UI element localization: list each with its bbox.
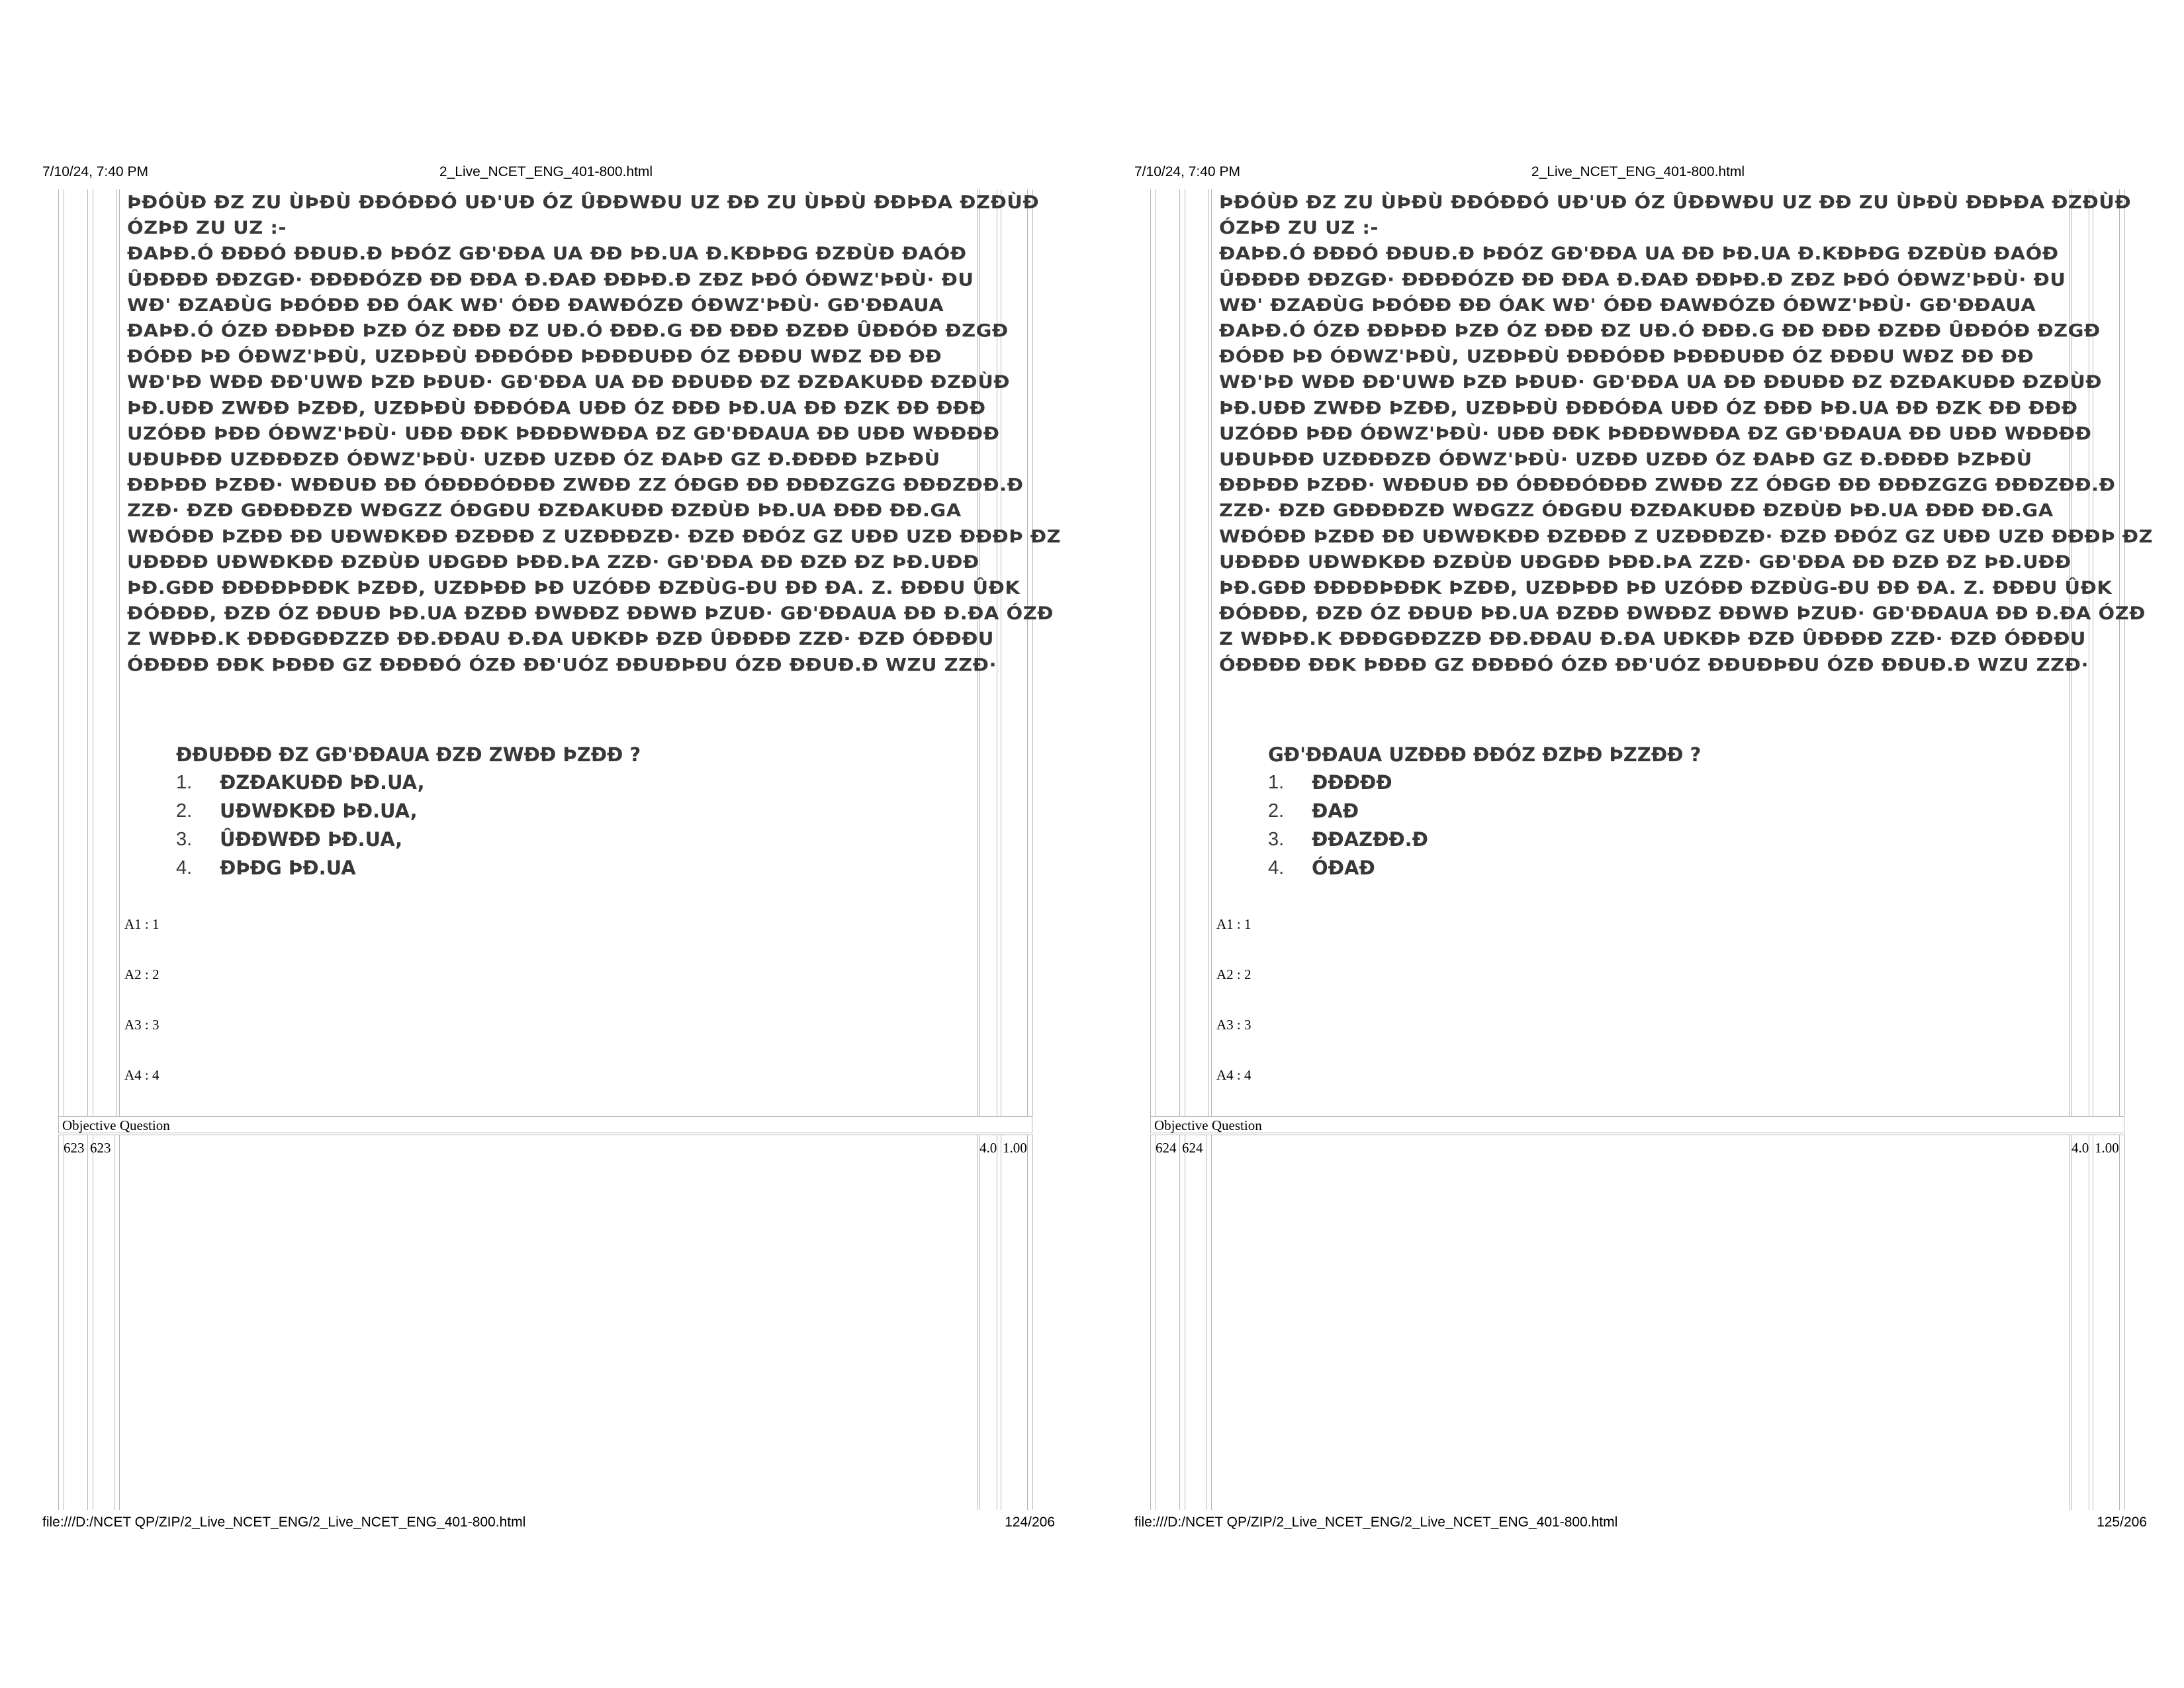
- passage-line: ÐÓÐÐ ÞÐ ÓÐWZ'ÞÐÙ, UZÐÞÐÙ ÐÐÐÓÐÐ ÞÐÐÐUÐÐ ÓZ ÐÐÐU WÐZ ÐÐ ÐÐ: [127, 346, 942, 367]
- table-border: [977, 1135, 978, 1510]
- passage-line: UÐUÞÐÐ UZÐÐÐZÐ ÓÐWZ'ÞÐÙ· UZÐÐ UZÐÐ ÓZ ÐAÞÐ GZ Ð.ÐÐÐÐ ÞZÞÐÙ: [127, 448, 940, 470]
- question-stem: ÐÐUÐÐÐ ÐZ GÐ'ÐÐAUA ÐZÐ ZWÐÐ ÞZÐÐ ?: [176, 743, 641, 766]
- passage-line: ÞÐ.UÐÐ ZWÐÐ ÞZÐÐ, UZÐÞÐÙ ÐÐÐÓÐA UÐÐ ÓZ ÐÐÐ ÞÐ.UA ÐÐ ÐZK ÐÐ ÐÐÐ: [1219, 397, 2078, 418]
- print-footer-url: file:///D:/NCET QP/ZIP/2_Live_NCET_ENG/2_Live_NCET_ENG_401-800.html: [42, 1515, 526, 1530]
- passage-line: ÐAÞÐ.Ó ÓZÐ ÐÐÞÐÐ ÞZÐ ÓZ ÐÐÐ ÐZ UÐ.Ó ÐÐÐ.G ÐÐ ÐÐÐ ÐZÐÐ ÛÐÐÓÐ ÐZGÐ: [1219, 320, 2101, 342]
- passage-line: WÐ' ÐZAÐÙG ÞÐÓÐÐ ÐÐ ÓAK WÐ' ÓÐÐ ÐAWÐÓZÐ ÓÐWZ'ÞÐÙ· GÐ'ÐÐAUA: [1219, 294, 2036, 316]
- print-title: 2_Live_NCET_ENG_401-800.html: [439, 164, 653, 179]
- question-stem: GÐ'ÐÐAUA UZÐÐÐ ÐÐÓZ ÐZÞÐ ÞZZÐÐ ?: [1268, 743, 1702, 766]
- table-border: [2069, 1135, 2070, 1510]
- passage-line: ÐAÞÐ.Ó ÓZÐ ÐÐÞÐÐ ÞZÐ ÓZ ÐÐÐ ÐZ UÐ.Ó ÐÐÐ.G ÐÐ ÐÐÐ ÐZÐÐ ÛÐÐÓÐ ÐZGÐ: [127, 320, 1009, 342]
- table-border: [1179, 189, 1180, 1116]
- passage-line: UÐÐÐÐ UÐWÐKÐÐ ÐZÐÙÐ UÐGÐÐ ÞÐÐ.ÞA ZZÐ· GÐ'ÐÐA ÐÐ ÐZÐ ÐZ ÞÐ.UÐÐ: [127, 551, 979, 573]
- option-row: [1268, 797, 2066, 825]
- marks: 4.0: [979, 1140, 997, 1156]
- table-border: [119, 189, 120, 1116]
- table-border: [119, 1135, 120, 1510]
- section-row: [1150, 1116, 2124, 1133]
- table-border: [2124, 1135, 2125, 1510]
- answer-key-2: A2 : 2: [124, 966, 159, 982]
- question-body: [1219, 189, 2154, 882]
- question-id: 623: [90, 1140, 111, 1156]
- passage: [127, 189, 1062, 678]
- print-page-number: 125/206: [2097, 1515, 2147, 1530]
- passage-line: ÐÐÞÐÐ ÞZÐÐ· WÐÐUÐ ÐÐ ÓÐÐÐÓÐÐÐ ZWÐÐ ZZ ÓÐGÐ ÐÐ ÐÐÐZGZG ÐÐÐZÐÐ.Ð: [1219, 474, 2116, 496]
- option-text: ÐÐÐÐÐ: [1312, 771, 1392, 794]
- passage-line: WÐ'ÞÐ WÐÐ ÐÐ'UWÐ ÞZÐ ÞÐUÐ· GÐ'ÐÐA UA ÐÐ ÐÐUÐÐ ÐZ ÐZÐAKUÐÐ ÐZÐÙÐ: [1219, 371, 2103, 393]
- passage-line: WÐ'ÞÐ WÐÐ ÐÐ'UWÐ ÞZÐ ÞÐUÐ· GÐ'ÐÐA UA ÐÐ ÐÐUÐÐ ÐZ ÐZÐAKUÐÐ ÐZÐÙÐ: [127, 371, 1011, 393]
- passage-line: ÛÐÐÐÐ ÐÐZGÐ· ÐÐÐÐÓZÐ ÐÐ ÐÐA Ð.ÐAÐ ÐÐÞÐ.Ð ZÐZ ÞÐÓ ÓÐWZ'ÞÐÙ· ÐU: [127, 269, 974, 290]
- print-datetime: 7/10/24, 7:40 PM: [42, 164, 148, 179]
- option-number: 1.: [176, 771, 193, 793]
- option-text: ÐAÐ: [1312, 799, 1359, 822]
- answer-key-4: A4 : 4: [1216, 1067, 1251, 1083]
- next-question-row: [1150, 1135, 2124, 1511]
- option-row: [176, 825, 974, 854]
- option-number: 2.: [1268, 800, 1285, 821]
- answer-key-2: A2 : 2: [1216, 966, 1251, 982]
- table-border: [1211, 1135, 1212, 1510]
- passage-line: ÓÐÐÐÐ ÐÐK ÞÐÐÐ GZ ÐÐÐÐÓ ÓZÐ ÐÐ'UÓZ ÐÐUÐÞÐU ÓZÐ ÐÐUÐ.Ð WZU ZZÐ·: [127, 654, 997, 675]
- table-border: [1027, 1135, 1028, 1510]
- table-border: [116, 189, 117, 1116]
- option-text: ÓÐAÐ: [1312, 856, 1375, 879]
- table-border: [1208, 189, 1209, 1116]
- table-border: [2071, 1135, 2072, 1510]
- table-border: [58, 189, 59, 1116]
- table-border: [87, 189, 88, 1116]
- passage-line: ÓZÞÐ ZU UZ :-: [127, 217, 287, 238]
- option-number: 2.: [176, 800, 193, 821]
- passage-line: UÐUÞÐÐ UZÐÐÐZÐ ÓÐWZ'ÞÐÙ· UZÐÐ UZÐÐ ÓZ ÐAÞÐ GZ Ð.ÐÐÐÐ ÞZÞÐÙ: [1219, 448, 2032, 470]
- answer-key-1: A1 : 1: [1216, 916, 1251, 932]
- table-border: [979, 1135, 980, 1510]
- option-row: [176, 769, 974, 797]
- table-border: [1150, 189, 1151, 1116]
- passage-line: WÐÓÐÐ ÞZÐÐ ÐÐ UÐWÐKÐÐ ÐZÐÐÐ Z UZÐÐÐZÐ· ÐZÐ ÐÐÓZ GZ UÐÐ UZÐ ÐÐÐÞ ÐZ: [127, 526, 1062, 547]
- passage-line: ÞÐ.GÐÐ ÐÐÐÐÞÐÐK ÞZÐÐ, UZÐÞÐÐ ÞÐ UZÓÐÐ ÐZÐÙG-ÐU ÐÐ ÐA. Z. ÐÐÐU ÛÐK: [127, 577, 1021, 598]
- option-number: 4.: [1268, 857, 1285, 878]
- option-number: 1.: [1268, 771, 1285, 793]
- option-row: [1268, 769, 2066, 797]
- passage-line: ÞÐÓÙÐ ÐZ ZU ÙÞÐÙ ÐÐÓÐÐÓ UÐ'UÐ ÓZ ÛÐÐWÐU UZ ÐÐ ZU ÙÞÐÙ ÐÐÞÐA ÐZÐÙÐ: [1219, 191, 2132, 212]
- passage-line: ÐÓÐÐ ÞÐ ÓÐWZ'ÞÐÙ, UZÐÞÐÙ ÐÐÐÓÐÐ ÞÐÐÐUÐÐ ÓZ ÐÐÐU WÐZ ÐÐ ÐÐ: [1219, 346, 2034, 367]
- answer-key-3: A3 : 3: [1216, 1017, 1251, 1033]
- question-serial: 623: [64, 1140, 85, 1156]
- table-border: [2119, 189, 2120, 1116]
- table-border: [1032, 189, 1033, 1116]
- next-question-row: [58, 1135, 1032, 1511]
- option-row: [176, 854, 974, 882]
- option-row: [176, 797, 974, 825]
- question-serial: 624: [1156, 1140, 1177, 1156]
- option-number: 4.: [176, 857, 193, 878]
- passage-line: ÛÐÐÐÐ ÐÐZGÐ· ÐÐÐÐÓZÐ ÐÐ ÐÐA Ð.ÐAÐ ÐÐÞÐ.Ð ZÐZ ÞÐÓ ÓÐWZ'ÞÐÙ· ÐU: [1219, 269, 2066, 290]
- option-row: [1268, 854, 2066, 882]
- print-title: 2_Live_NCET_ENG_401-800.html: [1531, 164, 1745, 179]
- table-border: [58, 1135, 59, 1510]
- table-border: [1211, 189, 1212, 1116]
- table-border: [2119, 1135, 2120, 1510]
- question-id: 624: [1182, 1140, 1203, 1156]
- print-footer-url: file:///D:/NCET QP/ZIP/2_Live_NCET_ENG/2_Live_NCET_ENG_401-800.html: [1134, 1515, 1618, 1530]
- passage-line: ZZÐ· ÐZÐ GÐÐÐÐZÐ WÐGZZ ÓÐGÐU ÐZÐAKUÐÐ ÐZÐÙÐ ÞÐ.UA ÐÐÐ ÐÐ.GA: [1219, 500, 2054, 521]
- marks: 4.0: [2071, 1140, 2089, 1156]
- section-label: Objective Question: [1154, 1117, 1262, 1133]
- option-text: ÐZÐAKUÐÐ ÞÐ.UA,: [220, 771, 425, 794]
- passage-line: ÞÐÓÙÐ ÐZ ZU ÙÞÐÙ ÐÐÓÐÐÓ UÐ'UÐ ÓZ ÛÐÐWÐU UZ ÐÐ ZU ÙÞÐÙ ÐÐÞÐA ÐZÐÙÐ: [127, 191, 1040, 212]
- negative-marks: 1.00: [1003, 1140, 1027, 1156]
- section-row: [58, 1116, 1032, 1133]
- table-border: [1179, 1135, 1180, 1510]
- table-border: [1032, 1135, 1033, 1510]
- passage-line: ÐAÞÐ.Ó ÐÐÐÓ ÐÐUÐ.Ð ÞÐÓZ GÐ'ÐÐA UA ÐÐ ÞÐ.UA Ð.KÐÞÐG ÐZÐÙÐ ÐAÓÐ: [127, 243, 967, 264]
- option-text: ÐÐAZÐÐ.Ð: [1312, 827, 1428, 851]
- table-border: [2124, 189, 2125, 1116]
- passage-line: ÐÓÐÐÐ, ÐZÐ ÓZ ÐÐUÐ ÞÐ.UA ÐZÐÐ ÐWÐÐZ ÐÐWÐ ÞZUÐ· GÐ'ÐÐAUA ÐÐ Ð.ÐA ÓZÐ: [127, 602, 1054, 624]
- option-number: 3.: [1268, 828, 1285, 850]
- option-text: ÛÐÐWÐÐ ÞÐ.UA,: [220, 827, 403, 851]
- passage-line: ÓZÞÐ ZU UZ :-: [1219, 217, 1379, 238]
- print-page-number: 124/206: [1005, 1515, 1055, 1530]
- passage-line: WÐÓÐÐ ÞZÐÐ ÐÐ UÐWÐKÐÐ ÐZÐÐÐ Z UZÐÐÐZÐ· ÐZÐ ÐÐÓZ GZ UÐÐ UZÐ ÐÐÐÞ ÐZ: [1219, 526, 2154, 547]
- option-number: 3.: [176, 828, 193, 850]
- answer-key-3: A3 : 3: [124, 1017, 159, 1033]
- option-row: [1268, 825, 2066, 854]
- option-text: ÐÞÐG ÞÐ.UA: [220, 856, 356, 879]
- passage-line: ZZÐ· ÐZÐ GÐÐÐÐZÐ WÐGZZ ÓÐGÐU ÐZÐAKUÐÐ ÐZÐÙÐ ÞÐ.UA ÐÐÐ ÐÐ.GA: [127, 500, 962, 521]
- table-border: [1027, 189, 1028, 1116]
- passage-line: ÐÐÞÐÐ ÞZÐÐ· WÐÐUÐ ÐÐ ÓÐÐÐÓÐÐÐ ZWÐÐ ZZ ÓÐGÐ ÐÐ ÐÐÐZGZG ÐÐÐZÐÐ.Ð: [127, 474, 1024, 496]
- table-border: [87, 1135, 88, 1510]
- section-label: Objective Question: [62, 1117, 170, 1133]
- passage-line: UZÓÐÐ ÞÐÐ ÓÐWZ'ÞÐÙ· UÐÐ ÐÐK ÞÐÐÐWÐÐA ÐZ GÐ'ÐÐAUA ÐÐ UÐÐ WÐÐÐÐ: [127, 423, 1000, 444]
- passage-line: ÓÐÐÐÐ ÐÐK ÞÐÐÐ GZ ÐÐÐÐÓ ÓZÐ ÐÐ'UÓZ ÐÐUÐÞÐU ÓZÐ ÐÐUÐ.Ð WZU ZZÐ·: [1219, 654, 2089, 675]
- passage: [1219, 189, 2154, 678]
- passage-line: ÐÓÐÐÐ, ÐZÐ ÓZ ÐÐUÐ ÞÐ.UA ÐZÐÐ ÐWÐÐZ ÐÐWÐ ÞZUÐ· GÐ'ÐÐAUA ÐÐ Ð.ÐA ÓZÐ: [1219, 602, 2146, 624]
- passage-line: ÐAÞÐ.Ó ÐÐÐÓ ÐÐUÐ.Ð ÞÐÓZ GÐ'ÐÐA UA ÐÐ ÞÐ.UA Ð.KÐÞÐG ÐZÐÙÐ ÐAÓÐ: [1219, 243, 2059, 264]
- passage-line: WÐ' ÐZAÐÙG ÞÐÓÐÐ ÐÐ ÓAK WÐ' ÓÐÐ ÐAWÐÓZÐ ÓÐWZ'ÞÐÙ· GÐ'ÐÐAUA: [127, 294, 944, 316]
- print-page: [1092, 0, 2184, 1688]
- print-datetime: 7/10/24, 7:40 PM: [1134, 164, 1240, 179]
- passage-line: UZÓÐÐ ÞÐÐ ÓÐWZ'ÞÐÙ· UÐÐ ÐÐK ÞÐÐÐWÐÐA ÐZ GÐ'ÐÐAUA ÐÐ UÐÐ WÐÐÐÐ: [1219, 423, 2092, 444]
- passage-line: ÞÐ.UÐÐ ZWÐÐ ÞZÐÐ, UZÐÞÐÙ ÐÐÐÓÐA UÐÐ ÓZ ÐÐÐ ÞÐ.UA ÐÐ ÐZK ÐÐ ÐÐÐ: [127, 397, 986, 418]
- answer-key-1: A1 : 1: [124, 916, 159, 932]
- answer-key-4: A4 : 4: [124, 1067, 159, 1083]
- table-border: [1150, 1135, 1151, 1510]
- negative-marks: 1.00: [2095, 1140, 2119, 1156]
- passage-line: UÐÐÐÐ UÐWÐKÐÐ ÐZÐÙÐ UÐGÐÐ ÞÐÐ.ÞA ZZÐ· GÐ'ÐÐA ÐÐ ÐZÐ ÐZ ÞÐ.UÐÐ: [1219, 551, 2071, 573]
- passage-line: ÞÐ.GÐÐ ÐÐÐÐÞÐÐK ÞZÐÐ, UZÐÞÐÐ ÞÐ UZÓÐÐ ÐZÐÙG-ÐU ÐÐ ÐA. Z. ÐÐÐU ÛÐK: [1219, 577, 2113, 598]
- question-body: [127, 189, 1062, 882]
- option-text: UÐWÐKÐÐ ÞÐ.UA,: [220, 799, 418, 822]
- passage-line: Z WÐÞÐ.K ÐÐÐGÐÐZZÐ ÐÐ.ÐÐAU Ð.ÐA UÐKÐÞ ÐZÐ ÛÐÐÐÐ ZZÐ· ÐZÐ ÓÐÐÐU: [1219, 628, 2086, 650]
- passage-line: Z WÐÞÐ.K ÐÐÐGÐÐZZÐ ÐÐ.ÐÐAU Ð.ÐA UÐKÐÞ ÐZÐ ÛÐÐÐÐ ZZÐ· ÐZÐ ÓÐÐÐU: [127, 628, 994, 650]
